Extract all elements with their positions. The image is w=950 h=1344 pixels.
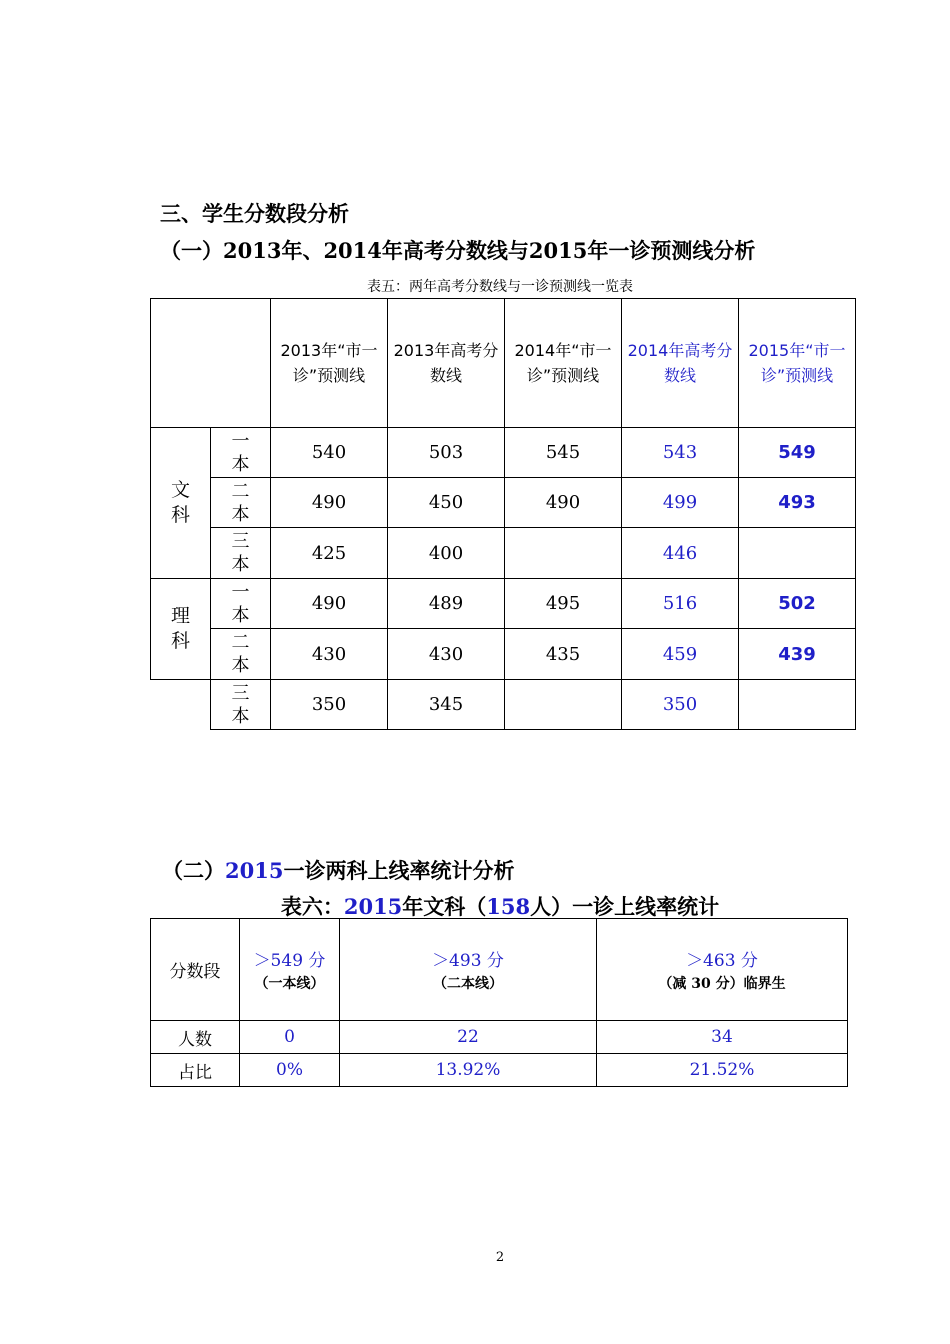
- table6: [150, 918, 848, 1087]
- value-cell: 503: [388, 428, 505, 478]
- value-cell: 430: [388, 629, 505, 680]
- col-sub: （二本线）: [433, 976, 503, 992]
- col-main: ＞549 分: [253, 951, 326, 971]
- table-row: [151, 428, 856, 478]
- value-cell: [505, 680, 622, 730]
- table-row: [151, 680, 856, 730]
- table6-col-header: [240, 919, 340, 1021]
- tier-cell: 三本: [211, 528, 271, 579]
- value-cell: 446: [622, 528, 739, 579]
- value-cell: 540: [271, 428, 388, 478]
- value-cell: 459: [622, 629, 739, 680]
- value-cell: 435: [505, 629, 622, 680]
- value-cell: 430: [271, 629, 388, 680]
- value-cell: 400: [388, 528, 505, 579]
- count-cell: 22: [340, 1021, 597, 1054]
- value-cell: 493: [739, 478, 856, 528]
- tier-cell: 三本: [211, 680, 271, 730]
- table5-header: 2013年“市一诊”预测线: [271, 299, 388, 428]
- value-cell: [505, 528, 622, 579]
- table5-caption: 表五：两年高考分数线与一诊预测线一览表: [367, 279, 633, 295]
- section-heading: 三、学生分数段分析: [160, 202, 349, 226]
- table-row: [151, 1054, 848, 1087]
- caption-mid: 年文科（: [402, 894, 487, 919]
- table-row: [151, 478, 856, 528]
- caption-prefix: 表六：: [280, 894, 344, 919]
- table5: [150, 298, 856, 730]
- value-cell: 490: [271, 579, 388, 629]
- row-label: 人数: [151, 1021, 240, 1054]
- table6-header-row: [151, 919, 848, 1021]
- value-cell: 350: [271, 680, 388, 730]
- table-row: [151, 579, 856, 629]
- subsection-1-prefix: （一）: [160, 238, 223, 263]
- tier-cell: 二本: [211, 629, 271, 680]
- page-number: 2: [495, 1250, 505, 1265]
- col-sub: （一本线）: [254, 976, 325, 992]
- tier-cell: 二本: [211, 478, 271, 528]
- subsection-2-prefix: （二）: [162, 858, 225, 883]
- table6-header-label: 分数段: [151, 919, 240, 1021]
- table5-header: 2013年高考分数线: [388, 299, 505, 428]
- table-row: [151, 1021, 848, 1054]
- subsection-2-year: 2015: [225, 858, 284, 883]
- value-cell: 425: [271, 528, 388, 579]
- value-cell: 350: [622, 680, 739, 730]
- col-main: ＞463 分: [686, 951, 758, 971]
- value-cell: [739, 528, 856, 579]
- value-cell: [739, 680, 856, 730]
- table5-header: 2014年高考分数线: [622, 299, 739, 428]
- value-cell: 450: [388, 478, 505, 528]
- category-cell: 文科: [151, 428, 211, 579]
- table-row: [151, 528, 856, 579]
- value-cell: 345: [388, 680, 505, 730]
- caption-suffix: 人）一诊上线率统计: [530, 894, 720, 919]
- caption-count: 158: [486, 894, 531, 919]
- table5-header-row: [151, 299, 856, 428]
- value-cell: 502: [739, 579, 856, 629]
- value-cell: 543: [622, 428, 739, 478]
- value-cell: 489: [388, 579, 505, 629]
- subsection-1-text: 2013年、2014年高考分数线与2015年一诊预测线分析: [223, 238, 756, 263]
- value-cell: 545: [505, 428, 622, 478]
- col-main: ＞493 分: [432, 951, 504, 971]
- table6-col-header: [597, 919, 848, 1021]
- count-cell: 0: [240, 1021, 340, 1054]
- value-cell: 490: [271, 478, 388, 528]
- count-cell: 34: [597, 1021, 848, 1054]
- value-cell: 439: [739, 629, 856, 680]
- value-cell: 495: [505, 579, 622, 629]
- table5-corner-cell: [151, 299, 271, 428]
- ratio-cell: 21.52%: [597, 1054, 848, 1087]
- empty-category-cell: [151, 680, 211, 730]
- subsection-heading-2: [162, 855, 514, 885]
- row-label: 占比: [151, 1054, 240, 1087]
- table6-col-header: [340, 919, 597, 1021]
- table5-header: 2014年“市一诊”预测线: [505, 299, 622, 428]
- table-row: [151, 629, 856, 680]
- value-cell: 549: [739, 428, 856, 478]
- value-cell: 499: [622, 478, 739, 528]
- value-cell: 516: [622, 579, 739, 629]
- subsection-2-text: 一诊两科上线率统计分析: [283, 858, 515, 883]
- table6-caption: [0, 891, 950, 921]
- ratio-cell: 13.92%: [340, 1054, 597, 1087]
- tier-cell: 一本: [211, 579, 271, 629]
- col-sub: （减 30 分）临界生: [658, 976, 786, 992]
- table5-header: 2015年“市一诊”预测线: [739, 299, 856, 428]
- value-cell: 490: [505, 478, 622, 528]
- ratio-cell: 0%: [240, 1054, 340, 1087]
- tier-cell: 一本: [211, 428, 271, 478]
- caption-year: 2015: [343, 894, 403, 919]
- category-cell: 理科: [151, 579, 211, 680]
- subsection-heading-1: [160, 235, 755, 265]
